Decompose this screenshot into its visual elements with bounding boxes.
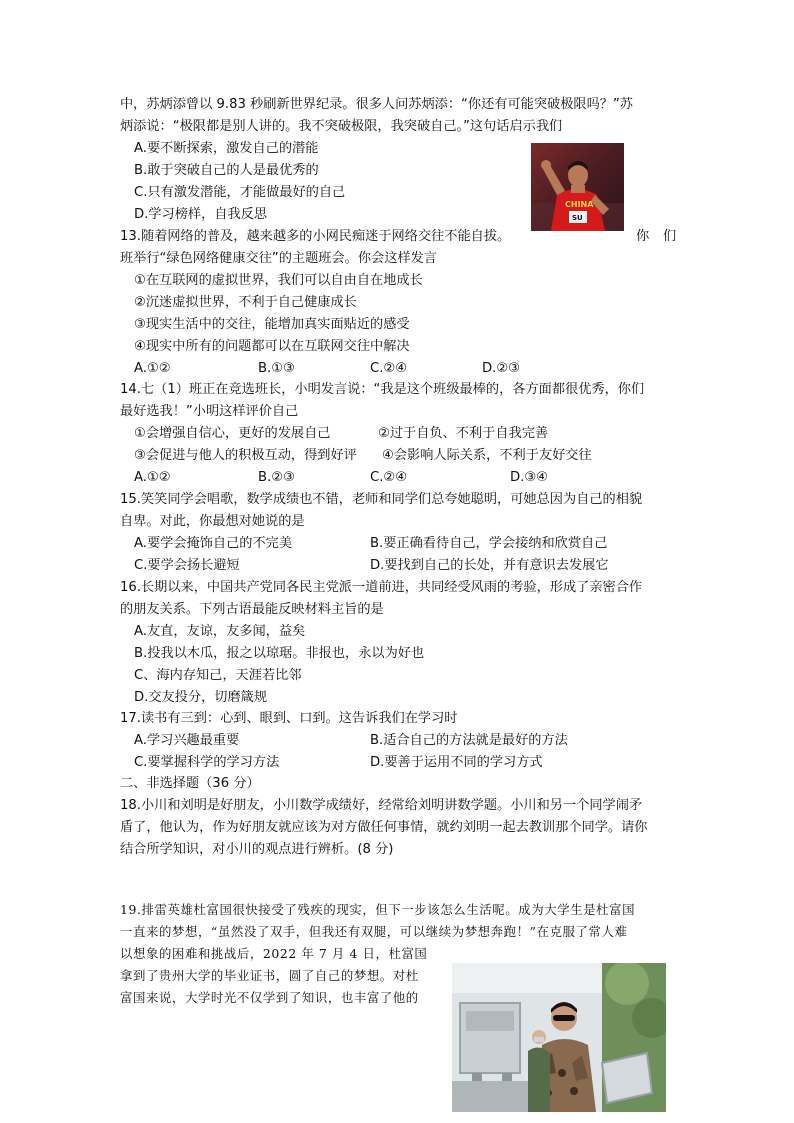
q13-item-1: ①在互联网的虚拟世界，我们可以自由自在地成长 <box>134 273 423 288</box>
q15-text-line-1: 15.笑笑同学会唱歌，数学成绩也不错，老师和同学们总夸她聪明，可她总因为自己的相貌 <box>120 492 643 507</box>
q16-text-line-2: 的朋友关系。下列古语最能反映材料主旨的是 <box>120 602 384 617</box>
q13-text-line-1-ni: 你 <box>636 229 650 244</box>
graduate-lab-photo <box>452 963 666 1112</box>
q13-text-line-1: 13.随着网络的普及，越来越多的小网民痴迷于网络交往不能自拔。 <box>120 229 511 244</box>
q14-item-3: ③会促进与他人的积极互动，得到好评 <box>134 448 357 463</box>
q16-option-b: B.投我以木瓜，报之以琼琚。非报也，永以为好也 <box>134 646 425 661</box>
q12-option-c: C.只有激发潜能，才能做最好的自己 <box>134 185 346 200</box>
q14-item-2: ②过于自负、不利于自我完善 <box>378 426 549 441</box>
q13-option-b: B.①③ <box>258 361 295 376</box>
q17-option-d: D.要善于运用不同的学习方式 <box>370 755 543 770</box>
q18-text-line-1: 18.小川和刘明是好朋友，小川数学成绩好，经常给刘明讲数学题。小川和另一个同学闹矛 <box>120 798 643 813</box>
q14-item-1: ①会增强自信心，更好的发展自己 <box>134 426 331 441</box>
q15-option-b: B.要正确看待自己，学会接纳和欣赏自己 <box>370 536 608 551</box>
section-heading-non-choice: 二、非选择题（36 分） <box>120 776 260 791</box>
q12-text-line-1: 中，苏炳添曾以 9.83 秒刷新世界纪录。很多人问苏炳添：“你还有可能突破极限吗？”苏 <box>120 97 633 112</box>
q13-text-line-2: 班举行“绿色网络健康交往”的主题班会。你会这样发言 <box>120 251 437 266</box>
q13-option-a: A.①② <box>134 361 171 376</box>
q14-text-line-1: 14.七（1）班正在竞选班长，小明发言说：“我是这个班级最棒的，各方面都很优秀，你们 <box>120 382 645 397</box>
q12-option-a: A.要不断探索，激发自己的潜能 <box>134 141 319 156</box>
q14-option-c: C.②④ <box>370 470 408 485</box>
q19-text-line-1: 19.排雷英雄杜富国很快接受了残疾的现实，但下一步该怎么生活呢。成为大学生是杜富国 <box>120 902 636 917</box>
q13-option-c: C.②④ <box>370 361 408 376</box>
q15-text-line-2: 自卑。对此，你最想对她说的是 <box>120 514 305 529</box>
q14-option-d: D.③④ <box>510 470 548 485</box>
q14-item-4: ④会影响人际关系，不利于友好交往 <box>382 448 592 463</box>
q19-text-line-5: 富国来说，大学时光不仅学到了知识，也丰富了他的 <box>120 990 419 1005</box>
q19-text-line-2: 一直来的梦想，“虽然没了双手，但我还有双腿，可以继续为梦想奔跑！”在克服了常人难 <box>120 924 628 939</box>
q13-item-2: ②沉迷虚拟世界，不利于自己健康成长 <box>134 295 357 310</box>
q12-text-line-2: 炳添说：“极限都是别人讲的。我不突破极限，我突破自己。”这句话启示我们 <box>120 119 563 134</box>
q17-option-c: C.要掌握科学的学习方法 <box>134 755 280 770</box>
q15-option-c: C.要学会扬长避短 <box>134 558 240 573</box>
q19-text-line-4: 拿到了贵州大学的毕业证书，圆了自己的梦想。对杜 <box>120 968 419 983</box>
q18-text-line-2: 盾了，他认为，作为好朋友就应该为对方做任何事情，就约刘明一起去教训那个同学。请你 <box>120 820 648 835</box>
sprinter-photo <box>531 143 624 231</box>
q12-option-d: D.学习榜样，自我反思 <box>134 207 268 222</box>
q16-option-d: D.交友投分，切磨箴规 <box>134 690 268 705</box>
q14-option-b: B.②③ <box>258 470 295 485</box>
q13-item-3: ③现实生活中的交往，能增加真实面贴近的感受 <box>134 317 410 332</box>
q12-option-b: B.敢于突破自己的人是最优秀的 <box>134 163 319 178</box>
q15-option-a: A.要学会掩饰自己的不完美 <box>134 536 293 551</box>
q13-text-line-1-men: 们 <box>663 229 677 244</box>
q16-option-c: C、海内存知己，天涯若比邻 <box>134 668 302 683</box>
q14-option-a: A.①② <box>134 470 171 485</box>
q16-option-a: A.友直，友谅，友多闻，益矣 <box>134 624 306 639</box>
q18-text-line-3: 结合所学知识，对小川的观点进行辨析。(8 分) <box>120 842 394 857</box>
q13-option-d: D.②③ <box>482 361 520 376</box>
q17-option-a: A.学习兴趣最重要 <box>134 733 240 748</box>
q13-item-4: ④现实中所有的问题都可以在互联网交往中解决 <box>134 339 410 354</box>
q15-option-d: D.要找到自己的长处，并有意识去发展它 <box>370 558 609 573</box>
q16-text-line-1: 16.长期以来，中国共产党同各民主党派一道前进，共同经受风雨的考验，形成了亲密合作 <box>120 580 643 595</box>
q17-text-line-1: 17.读书有三到：心到、眼到、口到。这告诉我们在学习时 <box>120 711 458 726</box>
q17-option-b: B.适合自己的方法就是最好的方法 <box>370 733 568 748</box>
jersey-text: CHINA <box>565 200 594 209</box>
q19-text-line-3: 以想象的困难和挑战后，2022 年 7 月 4 日，杜富国 <box>120 946 428 961</box>
q14-text-line-2: 最好选我！”小明这样评价自己 <box>120 404 299 419</box>
bib-text: SU <box>572 214 583 222</box>
